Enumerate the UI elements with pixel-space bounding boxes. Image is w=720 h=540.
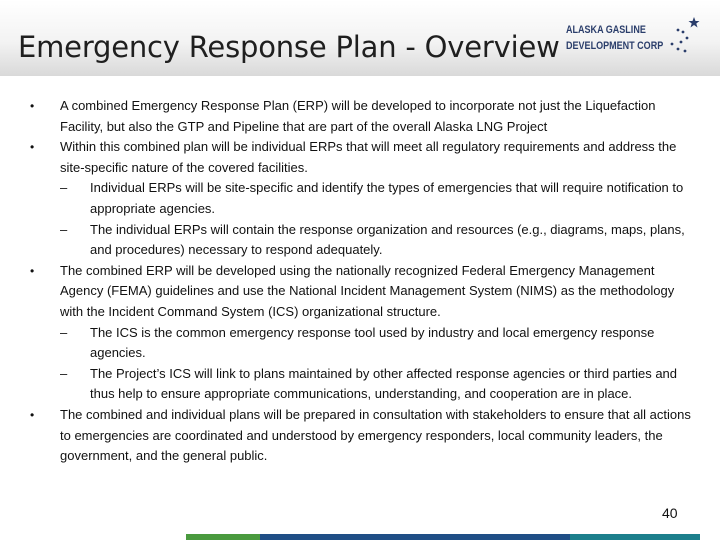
- footer-bar-green: [186, 534, 260, 540]
- sub-bullet-text: Individual ERPs will be site-specific and identify the types of emergencies that will require notification to appropriate agencies.: [90, 180, 684, 216]
- bullet-dot-icon: •: [30, 140, 35, 155]
- logo-line-2: DEVELOPMENT CORP: [566, 40, 664, 52]
- bullet-text: A combined Emergency Response Plan (ERP) will be developed to incorporate not just the Liquefaction Facility, but also the GTP and Pipeline that are part of the overall Alaska LNG Project: [60, 98, 656, 134]
- company-logo: [566, 16, 706, 68]
- slide-header: [0, 0, 720, 76]
- dash-bullet-icon: –: [60, 180, 68, 196]
- bullet-text: The combined ERP will be developed using the nationally recognized Federal Emergency Management Agency (FEMA) guidelines and use the National Incident Management System (NIMS) as the methodology with the Incident Command System (ICS) organizational structure.: [60, 262, 675, 319]
- bullet-text: The combined and individual plans will be prepared in consultation with stakeholders to ensure that all actions to emergencies are coordinated and understood by emergency responders, local community leaders, the government, and the general public.: [60, 406, 691, 464]
- dash-bullet-icon: –: [60, 324, 68, 340]
- bullet-dot-icon: •: [30, 407, 35, 422]
- bullet-dot-icon: •: [30, 263, 35, 278]
- bullet-item: [30, 137, 700, 261]
- bullet-text: Within this combined plan will be individual ERPs that will meet all regulatory requirements and address the site-specific nature of the covered facilities.: [60, 139, 677, 175]
- bullet-list: [30, 96, 700, 467]
- sub-bullet-item: [60, 323, 700, 364]
- sub-bullet-item: [60, 220, 700, 261]
- sub-bullet-text: The Project’s ICS will link to plans maintained by other affected response agencies or third parties and thus help to ensure appropriate communications, understanding, and cooperation are in place.: [90, 365, 678, 402]
- sub-bullet-item: [60, 364, 700, 405]
- logo-line-1: ALASKA GASLINE: [566, 24, 646, 36]
- bullet-item: [30, 405, 700, 467]
- dash-bullet-icon: –: [60, 365, 68, 381]
- footer-bar-teal: [570, 534, 700, 540]
- footer-bar-blue: [260, 534, 570, 540]
- slide-title: Emergency Response Plan - Overview: [18, 30, 560, 64]
- bullet-item: [30, 261, 700, 405]
- bullet-item: [30, 96, 700, 137]
- sub-bullet-item: [60, 178, 700, 219]
- sub-bullet-text: The individual ERPs will contain the response organization and resources (e.g., diagrams, maps, plans, and procedures) necessary to respond adequately.: [90, 221, 685, 258]
- sub-bullet-text: The ICS is the common emergency response tool used by industry and local emergency response agencies.: [90, 324, 655, 361]
- page-number: 40: [662, 505, 678, 521]
- bullet-dot-icon: •: [30, 99, 35, 113]
- sub-bullet-list: [60, 178, 700, 260]
- sub-bullet-list: [60, 323, 700, 405]
- dash-bullet-icon: –: [60, 221, 68, 237]
- north-star-dots-logo-icon: [650, 16, 706, 60]
- slide-content: [30, 96, 700, 467]
